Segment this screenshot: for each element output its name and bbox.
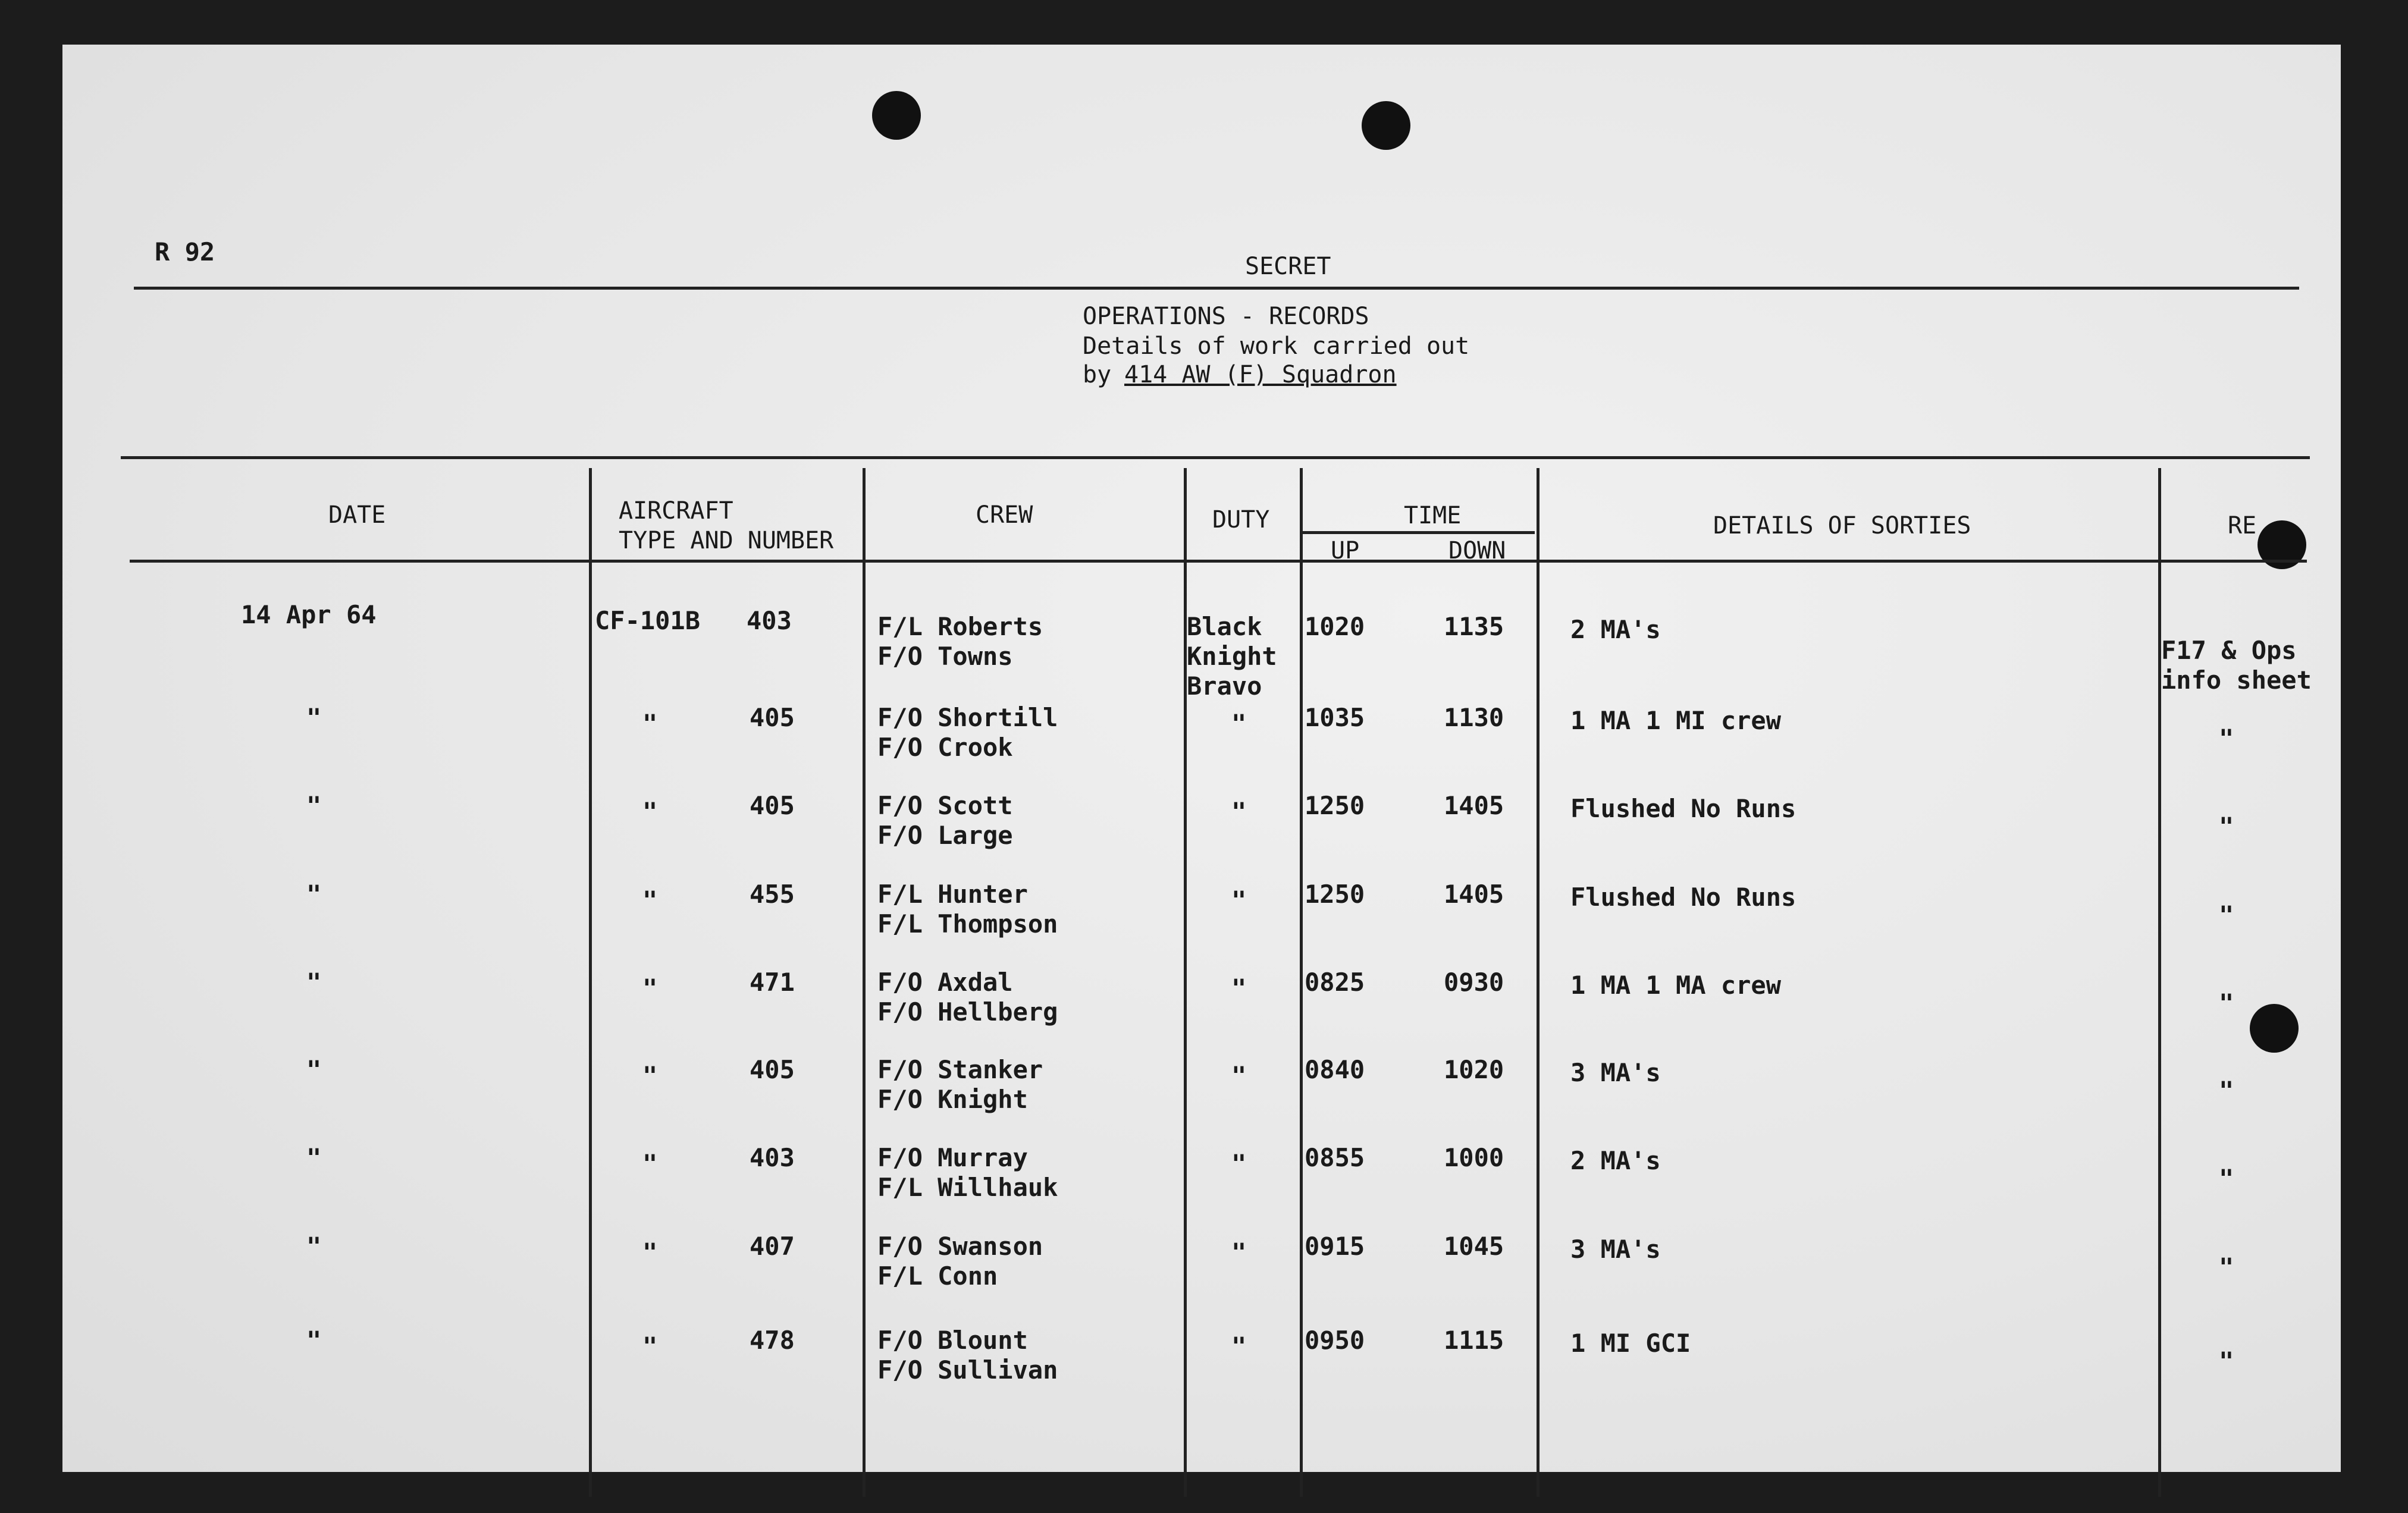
cell-date: ": [306, 880, 322, 909]
cell-crew-2: F/O Towns: [877, 642, 1013, 671]
cell-crew-2: F/O Crook: [877, 733, 1013, 762]
table-top-rule: [121, 456, 2310, 459]
cell-date: 14 Apr 64: [241, 600, 377, 629]
cell-remarks: ": [2219, 724, 2234, 753]
cell-crew-2: F/L Willhauk: [877, 1173, 1058, 1202]
cell-aircraft-number: 405: [750, 791, 795, 820]
cell-crew-1: F/O Scott: [877, 791, 1013, 820]
header-date: DATE: [328, 501, 386, 529]
punch-hole: [2250, 1004, 2299, 1053]
cell-remarks: ": [2219, 1346, 2234, 1376]
page-title: OPERATIONS - RECORDS: [1083, 303, 1369, 330]
cell-aircraft-number: 405: [750, 703, 795, 732]
cell-aircraft-type: ": [642, 1238, 658, 1267]
cell-remarks: ": [2219, 1076, 2234, 1105]
cell-aircraft-type: ": [642, 974, 658, 1003]
cell-duty: ": [1231, 974, 1247, 1003]
column-divider: [863, 468, 866, 1497]
cell-details: 3 MA's: [1570, 1058, 1661, 1087]
header-time: TIME: [1404, 502, 1462, 529]
cell-aircraft-number: 471: [750, 968, 795, 997]
cell-time-up: 0950: [1305, 1326, 1365, 1355]
header-crew: CREW: [976, 501, 1033, 529]
cell-aircraft-type: CF-101B: [595, 606, 701, 635]
record-sheet: [62, 45, 2341, 1472]
cell-date: ": [306, 1326, 322, 1355]
cell-time-up: 0825: [1305, 968, 1365, 997]
cell-remarks: ": [2219, 988, 2234, 1018]
cell-details: 1 MA 1 MI crew: [1570, 706, 1782, 735]
cell-time-up: 1250: [1305, 791, 1365, 820]
cell-aircraft-number: 478: [750, 1326, 795, 1355]
cell-time-down: 1130: [1444, 703, 1504, 732]
cell-aircraft-number: 405: [750, 1055, 795, 1084]
cell-time-up: 1035: [1305, 703, 1365, 732]
cell-crew-2: F/O Large: [877, 821, 1013, 850]
cell-details: 1 MA 1 MA crew: [1570, 971, 1782, 1000]
column-divider: [589, 468, 592, 1497]
cell-duty: ": [1231, 1332, 1247, 1361]
cell-crew-1: F/O Axdal: [877, 968, 1013, 997]
punch-hole: [1362, 101, 1410, 150]
cell-details: 2 MA's: [1570, 615, 1661, 644]
cell-aircraft-number: 455: [750, 880, 795, 909]
cell-time-up: 0915: [1305, 1232, 1365, 1261]
cell-crew-1: F/L Hunter: [877, 880, 1028, 909]
classification: SECRET: [1245, 253, 1331, 280]
cell-date: ": [306, 1143, 322, 1172]
column-divider: [1300, 468, 1303, 1497]
cell-details: 1 MI GCI: [1570, 1329, 1691, 1358]
cell-time-up: 1020: [1305, 612, 1365, 641]
cell-date: ": [306, 968, 322, 997]
unit-name: 414 AW (F) Squadron: [1124, 361, 1397, 388]
cell-duty: ": [1231, 886, 1247, 915]
cell-time-down: 1000: [1444, 1143, 1504, 1172]
header-time-down: DOWN: [1448, 537, 1506, 564]
cell-aircraft-type: ": [642, 886, 658, 915]
cell-time-up: 1250: [1305, 880, 1365, 909]
cell-details: 3 MA's: [1570, 1235, 1661, 1264]
cell-details: Flushed No Runs: [1570, 794, 1796, 823]
cell-crew-1: F/O Swanson: [877, 1232, 1043, 1261]
top-rule: [134, 287, 2299, 290]
cell-remarks: ": [2219, 1253, 2234, 1282]
header-duty: DUTY: [1212, 506, 1270, 533]
cell-time-down: 1405: [1444, 791, 1504, 820]
cell-aircraft-type: ": [642, 1061, 658, 1090]
cell-time-down: 1405: [1444, 880, 1504, 909]
cell-crew-2: F/L Conn: [877, 1261, 998, 1291]
punch-hole: [872, 91, 921, 140]
cell-date: ": [306, 791, 322, 820]
cell-aircraft-number: 407: [750, 1232, 795, 1261]
column-divider: [2158, 468, 2161, 1497]
cell-time-down: 0930: [1444, 968, 1504, 997]
cell-time-up: 0855: [1305, 1143, 1365, 1172]
column-divider: [1537, 468, 1540, 1497]
cell-duty: ": [1231, 1061, 1247, 1090]
cell-crew-1: F/O Stanker: [877, 1055, 1043, 1084]
cell-details: 2 MA's: [1570, 1146, 1661, 1175]
cell-time-down: 1045: [1444, 1232, 1504, 1261]
cell-aircraft-number: 403: [750, 1143, 795, 1172]
cell-remarks-2: info sheet: [2161, 666, 2312, 695]
cell-aircraft-type: ": [642, 1149, 658, 1178]
header-remarks: RE: [2228, 512, 2257, 539]
cell-crew-2: F/L Thompson: [877, 909, 1058, 938]
page-subtitle: Details of work carried out: [1083, 332, 1470, 360]
cell-aircraft-number: 403: [747, 606, 792, 635]
cell-remarks: ": [2219, 812, 2234, 841]
cell-remarks: ": [2219, 1164, 2234, 1193]
cell-duty: ": [1231, 1238, 1247, 1267]
cell-crew-2: F/O Sullivan: [877, 1355, 1058, 1385]
cell-remarks: F17 & Ops: [2161, 636, 2297, 665]
cell-time-down: 1115: [1444, 1326, 1504, 1355]
cell-date: ": [306, 1232, 322, 1261]
cell-date: ": [306, 703, 322, 732]
cell-crew-1: F/O Shortill: [877, 703, 1058, 732]
cell-duty: Black: [1187, 612, 1262, 641]
cell-remarks: ": [2219, 900, 2234, 930]
cell-duty-3: Bravo: [1187, 671, 1262, 701]
cell-crew-1: F/L Roberts: [877, 612, 1043, 641]
header-aircraft-sub: TYPE AND NUMBER: [619, 527, 834, 554]
header-aircraft: AIRCRAFT: [619, 497, 733, 525]
time-divider: [1301, 531, 1535, 534]
cell-crew-1: F/O Murray: [877, 1143, 1028, 1172]
cell-date: ": [306, 1055, 322, 1084]
header-bottom-rule: [130, 560, 2307, 563]
cell-time-down: 1020: [1444, 1055, 1504, 1084]
header-details: DETAILS OF SORTIES: [1713, 512, 1971, 539]
header-time-up: UP: [1331, 537, 1360, 564]
cell-duty: ": [1231, 797, 1247, 826]
cell-aircraft-type: ": [642, 1332, 658, 1361]
form-number: R 92: [155, 237, 215, 266]
cell-crew-2: F/O Knight: [877, 1085, 1028, 1114]
cell-aircraft-type: ": [642, 797, 658, 826]
unit-prefix: by: [1083, 361, 1112, 388]
cell-duty-2: Knight: [1187, 642, 1277, 671]
cell-crew-1: F/O Blount: [877, 1326, 1028, 1355]
cell-duty: ": [1231, 709, 1247, 738]
cell-details: Flushed No Runs: [1570, 883, 1796, 912]
cell-duty: ": [1231, 1149, 1247, 1178]
cell-time-up: 0840: [1305, 1055, 1365, 1084]
cell-aircraft-type: ": [642, 709, 658, 738]
cell-crew-2: F/O Hellberg: [877, 997, 1058, 1027]
cell-time-down: 1135: [1444, 612, 1504, 641]
